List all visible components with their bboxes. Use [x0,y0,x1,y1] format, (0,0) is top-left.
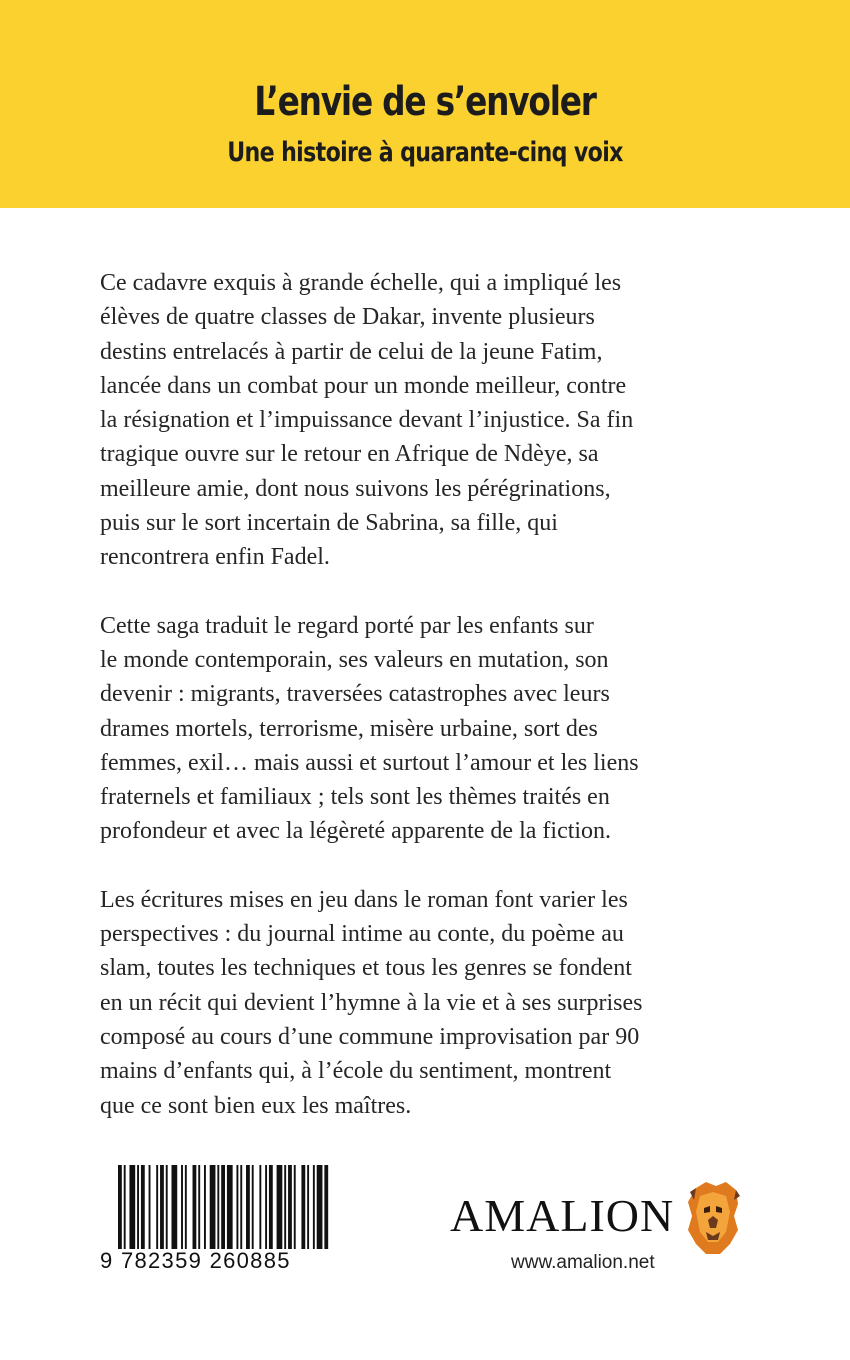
blurb-line: lancée dans un combat pour un monde meilleur, contre [100,372,627,399]
barcode-bar [277,1165,283,1249]
barcode-bar [259,1165,261,1249]
blurb-line: la résignation et l’impuissance devant l’injustice. Sa fin [100,407,634,434]
barcode-bar [129,1165,135,1249]
barcode-bar [141,1165,145,1249]
barcode-bar [288,1165,292,1249]
barcode-bar [193,1165,197,1249]
barcode-bar [124,1165,126,1249]
blurb-line: slam, toutes les techniques et tous les genres se fondent [100,955,632,982]
barcode-bar [236,1165,238,1249]
isbn-digits: 9 782359 260885 [100,1248,291,1273]
barcode-bar [217,1165,219,1249]
barcode-bar [149,1165,151,1249]
barcode-bar [166,1165,168,1249]
blurb-line: mains d’enfants qui, à l’école du sentiment, montrent [100,1058,612,1085]
blurb-paragraph-2 [100,609,740,849]
blurb-line: Ce cadavre exquis à grande échelle, qui a impliqué les [100,270,622,296]
barcode-bars [118,1165,332,1249]
blurb-line: composé au cours d’une commune improvisation par 90 [100,1023,640,1050]
barcode-bar [185,1165,187,1249]
blurb-line: en un récit qui devient l’hymne à la vie et à ses surprises [100,989,643,1016]
barcode-bar [118,1165,122,1249]
barcode-bar [181,1165,183,1249]
publisher-website: www.amalion.net [511,1252,655,1273]
book-subtitle: Une histoire à quarante-cinq voix [227,137,623,168]
barcode-bar [301,1165,305,1249]
barcode-bar [284,1165,286,1249]
barcode-bar [210,1165,216,1249]
barcode-bar [172,1165,178,1249]
blurb-line: Les écritures mises en jeu dans le roman font varier les [100,886,628,913]
blurb-line: rencontrera enfin Fadel. [100,544,330,571]
blurb-line: le monde contemporain, ses valeurs en mutation, son [100,646,609,673]
barcode-bar [221,1165,225,1249]
barcode-bar [227,1165,233,1249]
back-cover-blurb [100,266,740,1157]
blurb-line: destins entrelacés à partir de celui de la jeune Fatim, [100,338,603,365]
barcode-bar [252,1165,254,1249]
blurb-line: fraternels et familiaux ; tels sont les thèmes traités en [100,784,610,811]
barcode-bar [204,1165,206,1249]
blurb-line: devenir : migrants, traversées catastrophes avec leurs [100,681,610,708]
blurb-line: perspectives : du journal intime au conte, du poème au [100,921,624,948]
blurb-line: puis sur le sort incertain de Sabrina, sa fille, qui [100,510,558,537]
lion-head-icon [686,1182,740,1256]
blurb-line: élèves de quatre classes de Dakar, invente plusieurs [100,304,595,331]
barcode-bar [246,1165,250,1249]
blurb-line: meilleure amie, dont nous suivons les pérégrinations, [100,475,611,502]
barcode-bar [313,1165,315,1249]
barcode-bar [240,1165,242,1249]
blurb-line: Cette saga traduit le regard porté par les enfants sur [100,612,594,639]
blurb-line: que ce sont bien eux les maîtres. [100,1092,412,1119]
barcode-bar [317,1165,323,1249]
blurb-paragraph-3 [100,883,740,1123]
book-title: L’envie de s’envoler [254,79,596,125]
barcode-bar [265,1165,267,1249]
blurb-line: femmes, exil… mais aussi et surtout l’amour et les liens [100,749,639,776]
blurb-line: tragique ouvre sur le retour en Afrique de Ndèye, sa [100,441,599,468]
barcode-bar [137,1165,139,1249]
blurb-paragraph-1 [100,266,740,575]
barcode-bar [269,1165,273,1249]
barcode-bar [156,1165,158,1249]
publisher-name: AMALION [450,1190,675,1241]
barcode-bar [307,1165,309,1249]
barcode-bar [198,1165,200,1249]
blurb-line: drames mortels, terrorisme, misère urbaine, sort des [100,715,598,742]
barcode-bar [324,1165,328,1249]
barcode-bar [160,1165,164,1249]
barcode-bar [294,1165,296,1249]
blurb-line: profondeur et avec la légèreté apparente de la fiction. [100,818,612,845]
